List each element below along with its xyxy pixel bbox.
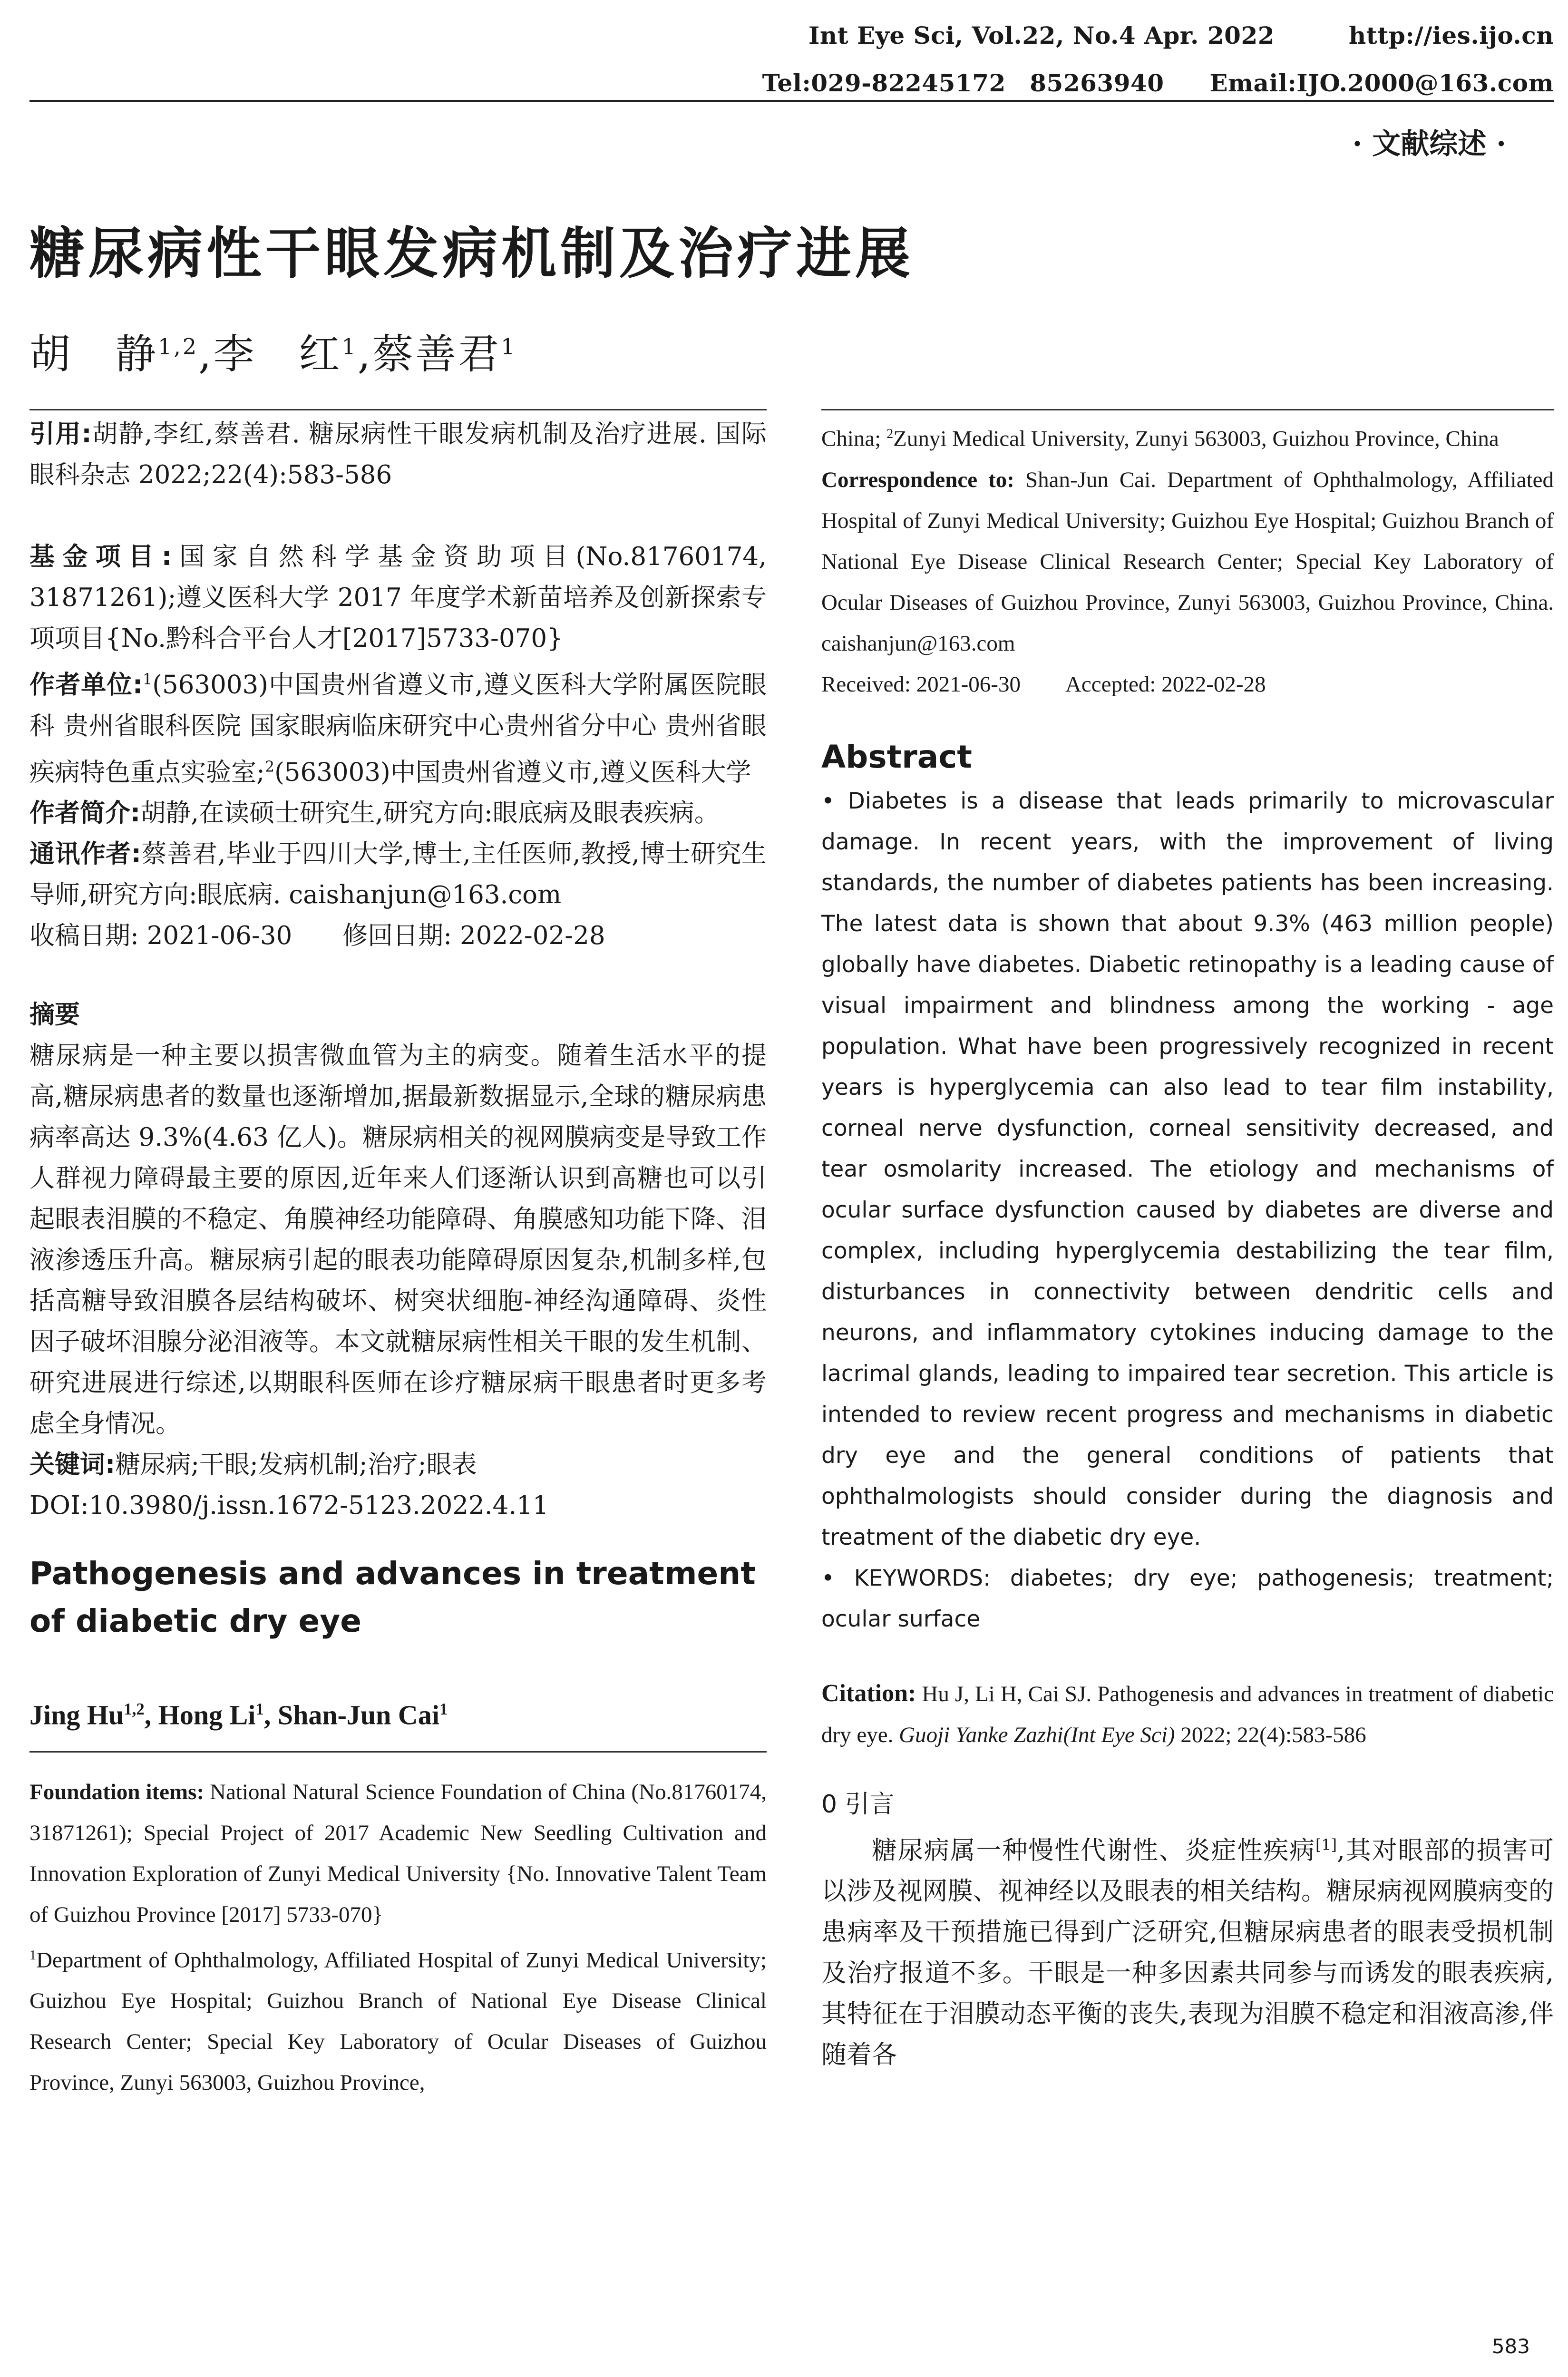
en-author-1: Jing Hu <box>29 1699 124 1731</box>
keywords-zh-text: 糖尿病;干眼;发病机制;治疗;眼表 <box>115 1450 477 1480</box>
intro-paragraph <box>821 1825 1554 2076</box>
bio-label: 作者简介: <box>29 799 141 828</box>
keywords-zh-label: 关键词: <box>29 1450 116 1480</box>
corr-text: 蔡善君,毕业于四川大学,博士,主任医师,教授,博士研究生导师,研究方向:眼底病. caishanjun@163.com <box>29 839 767 910</box>
en-author-2: , Hong Li <box>144 1699 256 1731</box>
cite-label: 引用: <box>29 419 92 448</box>
author-list <box>29 321 516 380</box>
abstract-en-heading: Abstract <box>821 738 972 775</box>
keywords-en-text: diabetes; dry eye; pathogenesis; treatment; ocular surface <box>821 1565 1554 1632</box>
abstract-bullet: • <box>821 788 835 814</box>
author-1: 胡 静 <box>29 331 158 378</box>
left-top-rule <box>29 409 767 410</box>
intro-text-2: ,其对眼部的损害可以涉及视网膜、视神经以及眼表的相关结构。糖尿病视网膜病变的患病率及干预措施已得到广泛研究,但糖尿病患者的眼表受损机制及治疗报道不多。干眼是一种多因素共同参与而诱发的眼表疾病,其特征在于泪膜动态平衡的丧失,表现为泪膜不稳定和泪液高渗,伴随着各 <box>821 1836 1554 2070</box>
en-author-3-affil: 1 <box>439 1700 448 1719</box>
keywords-zh <box>29 1444 767 1485</box>
author-2: ,李 红 <box>198 331 342 378</box>
cite-block <box>29 414 767 496</box>
en-received: Received: 2021-06-30 Accepted: 2022-02-28 <box>821 672 1266 697</box>
section-tag: · 文献综述 · <box>1352 127 1506 161</box>
fund-block <box>29 536 767 659</box>
en-corr-text: Shan-Jun Cai. Department of Ophthalmology, Affiliated Hospital of Zunyi Medical University; Guizhou Eye Hospital; Guizhou Branch of National Eye Disease Clinical Research Center; Special Key Laboratory of Ocular Diseases of Guizhou Province, Zunyi 563003, Guizhou Province, China. caishanjun@163.com <box>821 467 1554 656</box>
abstract-zh-text: 糖尿病是一种主要以损害微血管为主的病变。随着生活水平的提高,糖尿病患者的数量也逐渐增加,据最新数据显示,全球的糖尿病患病率高达 9.3%(4.63 亿人)。糖尿病相关的视网膜病变是导致工作人群视力障碍最主要的原因,近年来人们逐渐认识到高糖也可以引起眼表泪膜的不稳定、角膜神经功能障碍、角膜感知功能下降、泪液渗透压升高。糖尿病引起的眼表功能障碍原因复杂,机制多样,包括高糖导致泪膜各层结构破坏、树突状细胞-神经沟通障碍、炎性因子破坏泪腺分泌泪液等。本文就糖尿病性相关干眼的发生机制、研究进展进行综述,以期眼科医师在诊疗糖尿病干眼患者时更多考虑全身情况。 <box>29 1041 767 1439</box>
en-dept-sup: 1 <box>29 1948 37 1963</box>
page-number: 583 <box>1491 2335 1530 2358</box>
left-mid-rule <box>29 1751 767 1753</box>
citation-journal: Guoji Yanke Zazhi(Int Eye Sci) <box>899 1722 1175 1747</box>
keywords-en-label: KEYWORDS: <box>854 1565 991 1591</box>
journal-url: http://ies.ijo.cn <box>1348 21 1554 49</box>
unit-text-2: (563003)中国贵州省遵义市,遵义医科大学 <box>274 758 751 787</box>
english-authors <box>29 1688 767 1736</box>
citation-text-2: 2022; 22(4):583-586 <box>1175 1722 1366 1747</box>
en-fund-label: Foundation items: <box>29 1779 205 1804</box>
corr-block <box>29 834 767 916</box>
en-affil-cont-1: China; <box>821 426 881 451</box>
en-affil-cont-2: Zunyi Medical University, Zunyi 563003, Guizhou Province, China <box>893 426 1499 451</box>
citation-text-1: Hu J, Li H, Cai SJ. Pathogenesis and advances in treatment of diabetic dry eye. <box>821 1681 1554 1747</box>
bio-text: 胡静,在读硕士研究生,研究方向:眼底病及眼表疾病。 <box>140 799 720 828</box>
en-author-2-affil: 1 <box>255 1700 264 1719</box>
author-2-affil: 1 <box>341 333 358 360</box>
keywords-en <box>821 1558 1554 1640</box>
keywords-bullet: • <box>821 1565 835 1591</box>
en-author-3: , Shan-Jun Cai <box>263 1699 439 1731</box>
en-corr-block <box>821 459 1554 664</box>
en-fund-block <box>29 1772 767 1935</box>
unit-label: 作者单位: <box>29 670 143 700</box>
corr-label: 通讯作者: <box>29 839 141 869</box>
left-column <box>29 414 767 2103</box>
en-dept-block <box>29 1935 767 2104</box>
journal-tel: Tel:029-82245172 85263940 <box>762 69 1164 97</box>
author-3: ,蔡善君 <box>357 331 501 378</box>
en-corr-label: Correspondence to: <box>821 467 1014 492</box>
abstract-en-body: Diabetes is a disease that leads primarily to microvascular damage. In recent years, with the improvement of living standards, the number of diabetes patients has been increasing. The latest data is shown that about 9.3% (463 million people) globally have diabetes. Diabetic retinopathy is a leading cause of visual impairment and blindness among the working - age population. What have been progressively recognized in recent years is hyperglycemia can also lead to tear film instability, corneal nerve dysfunction, corneal sensitivity decreased, and tear osmolarity increased. The etiology and mechanisms of ocular surface dysfunction caused by diabetes are diverse and complex, including hyperglycemia destabilizing the tear film, disturbances in connectivity between dendritic cells and neurons, and inflammatory cytokines inducing damage to the lacrimal glands, leading to impaired tear secretion. This article is intended to review recent progress and mechanisms in diabetic dry eye and the general conditions of patients that ophthalmologists should consider during the diagnosis and treatment of the diabetic dry eye. <box>821 788 1554 1550</box>
en-author-1-affil: 1,2 <box>124 1700 145 1719</box>
fund-label: 基金项目: <box>29 542 172 571</box>
journal-email: Email:IJO.2000@163.com <box>1209 69 1554 97</box>
citation-block <box>821 1673 1554 1755</box>
received-dates: 收稿日期: 2021-06-30 修回日期: 2022-02-28 <box>29 921 605 951</box>
abstract-zh-heading: 摘要 <box>29 1000 80 1030</box>
unit-text: (563003)中国贵州省遵义市,遵义医科大学附属医院眼科 贵州省眼科医院 国家眼病临床研究中心贵州省分中心 贵州省眼疾病特色重点实验室; <box>29 670 767 787</box>
right-top-rule <box>821 409 1554 410</box>
intro-heading: 0 引言 <box>821 1790 895 1819</box>
running-header-line1 <box>808 21 1554 49</box>
header-divider <box>29 100 1554 102</box>
abstract-en-text <box>821 781 1554 1558</box>
intro-text-1: 糖尿病属一种慢性代谢性、炎症性疾病 <box>872 1836 1316 1865</box>
article-title: 糖尿病性干眼发病机制及治疗进展 <box>29 221 914 286</box>
cite-text: 胡静,李红,蔡善君. 糖尿病性干眼发病机制及治疗进展. 国际眼科杂志 2022;22(4):583-586 <box>29 419 767 489</box>
en-affil-cont-sup: 2 <box>886 427 894 441</box>
unit-block: 作者单位:$^1$(563003)中国贵州省遵义市,遵义医科大学附属医院眼科 贵州省眼科医院 国家眼病临床研究中心贵州省分中心 贵州省眼疾病特色重点实验室;$^2$(563003)中国贵州省遵义市,遵义医科大学 <box>29 670 767 787</box>
right-column <box>821 414 1554 2075</box>
author-3-affil: 1 <box>501 333 517 360</box>
en-fund-text: National Natural Science Foundation of China (No.81760174, 31871261); Special Project of 2017 Academic New Seedling Cultivation and Innovation Exploration of Zunyi Medical University {No. Innovative Talent Team of Guizhou Province [2017] 5733-070} <box>29 1779 767 1927</box>
en-dept-text: Department of Ophthalmology, Affiliated Hospital of Zunyi Medical University; Guizhou Eye Hospital; Guizhou Branch of National Eye Disease Clinical Research Center; Special Key Laboratory of Ocular Diseases of Guizhou Province, Zunyi 563003, Guizhou Province, <box>29 1948 767 2095</box>
running-header-line2 <box>762 64 1554 98</box>
en-affil-cont <box>821 414 1554 459</box>
intro-ref: [1] <box>1315 1836 1337 1854</box>
bio-block <box>29 793 767 834</box>
citation-label: Citation: <box>821 1679 916 1707</box>
english-title: Pathogenesis and advances in treatment of diabetic dry eye <box>29 1555 756 1640</box>
journal-citation: Int Eye Sci, Vol.22, No.4 Apr. 2022 <box>808 21 1275 49</box>
fund-text: 国家自然科学基金资助项目(No.81760174, 31871261);遵义医科大学 2017 年度学术新苗培养及创新探索专项项目{No.黔科合平台人才[2017]5733-070} <box>29 542 767 653</box>
author-1-affil: 1,2 <box>158 333 199 360</box>
doi: DOI:10.3980/j.issn.1672-5123.2022.4.11 <box>29 1491 549 1520</box>
